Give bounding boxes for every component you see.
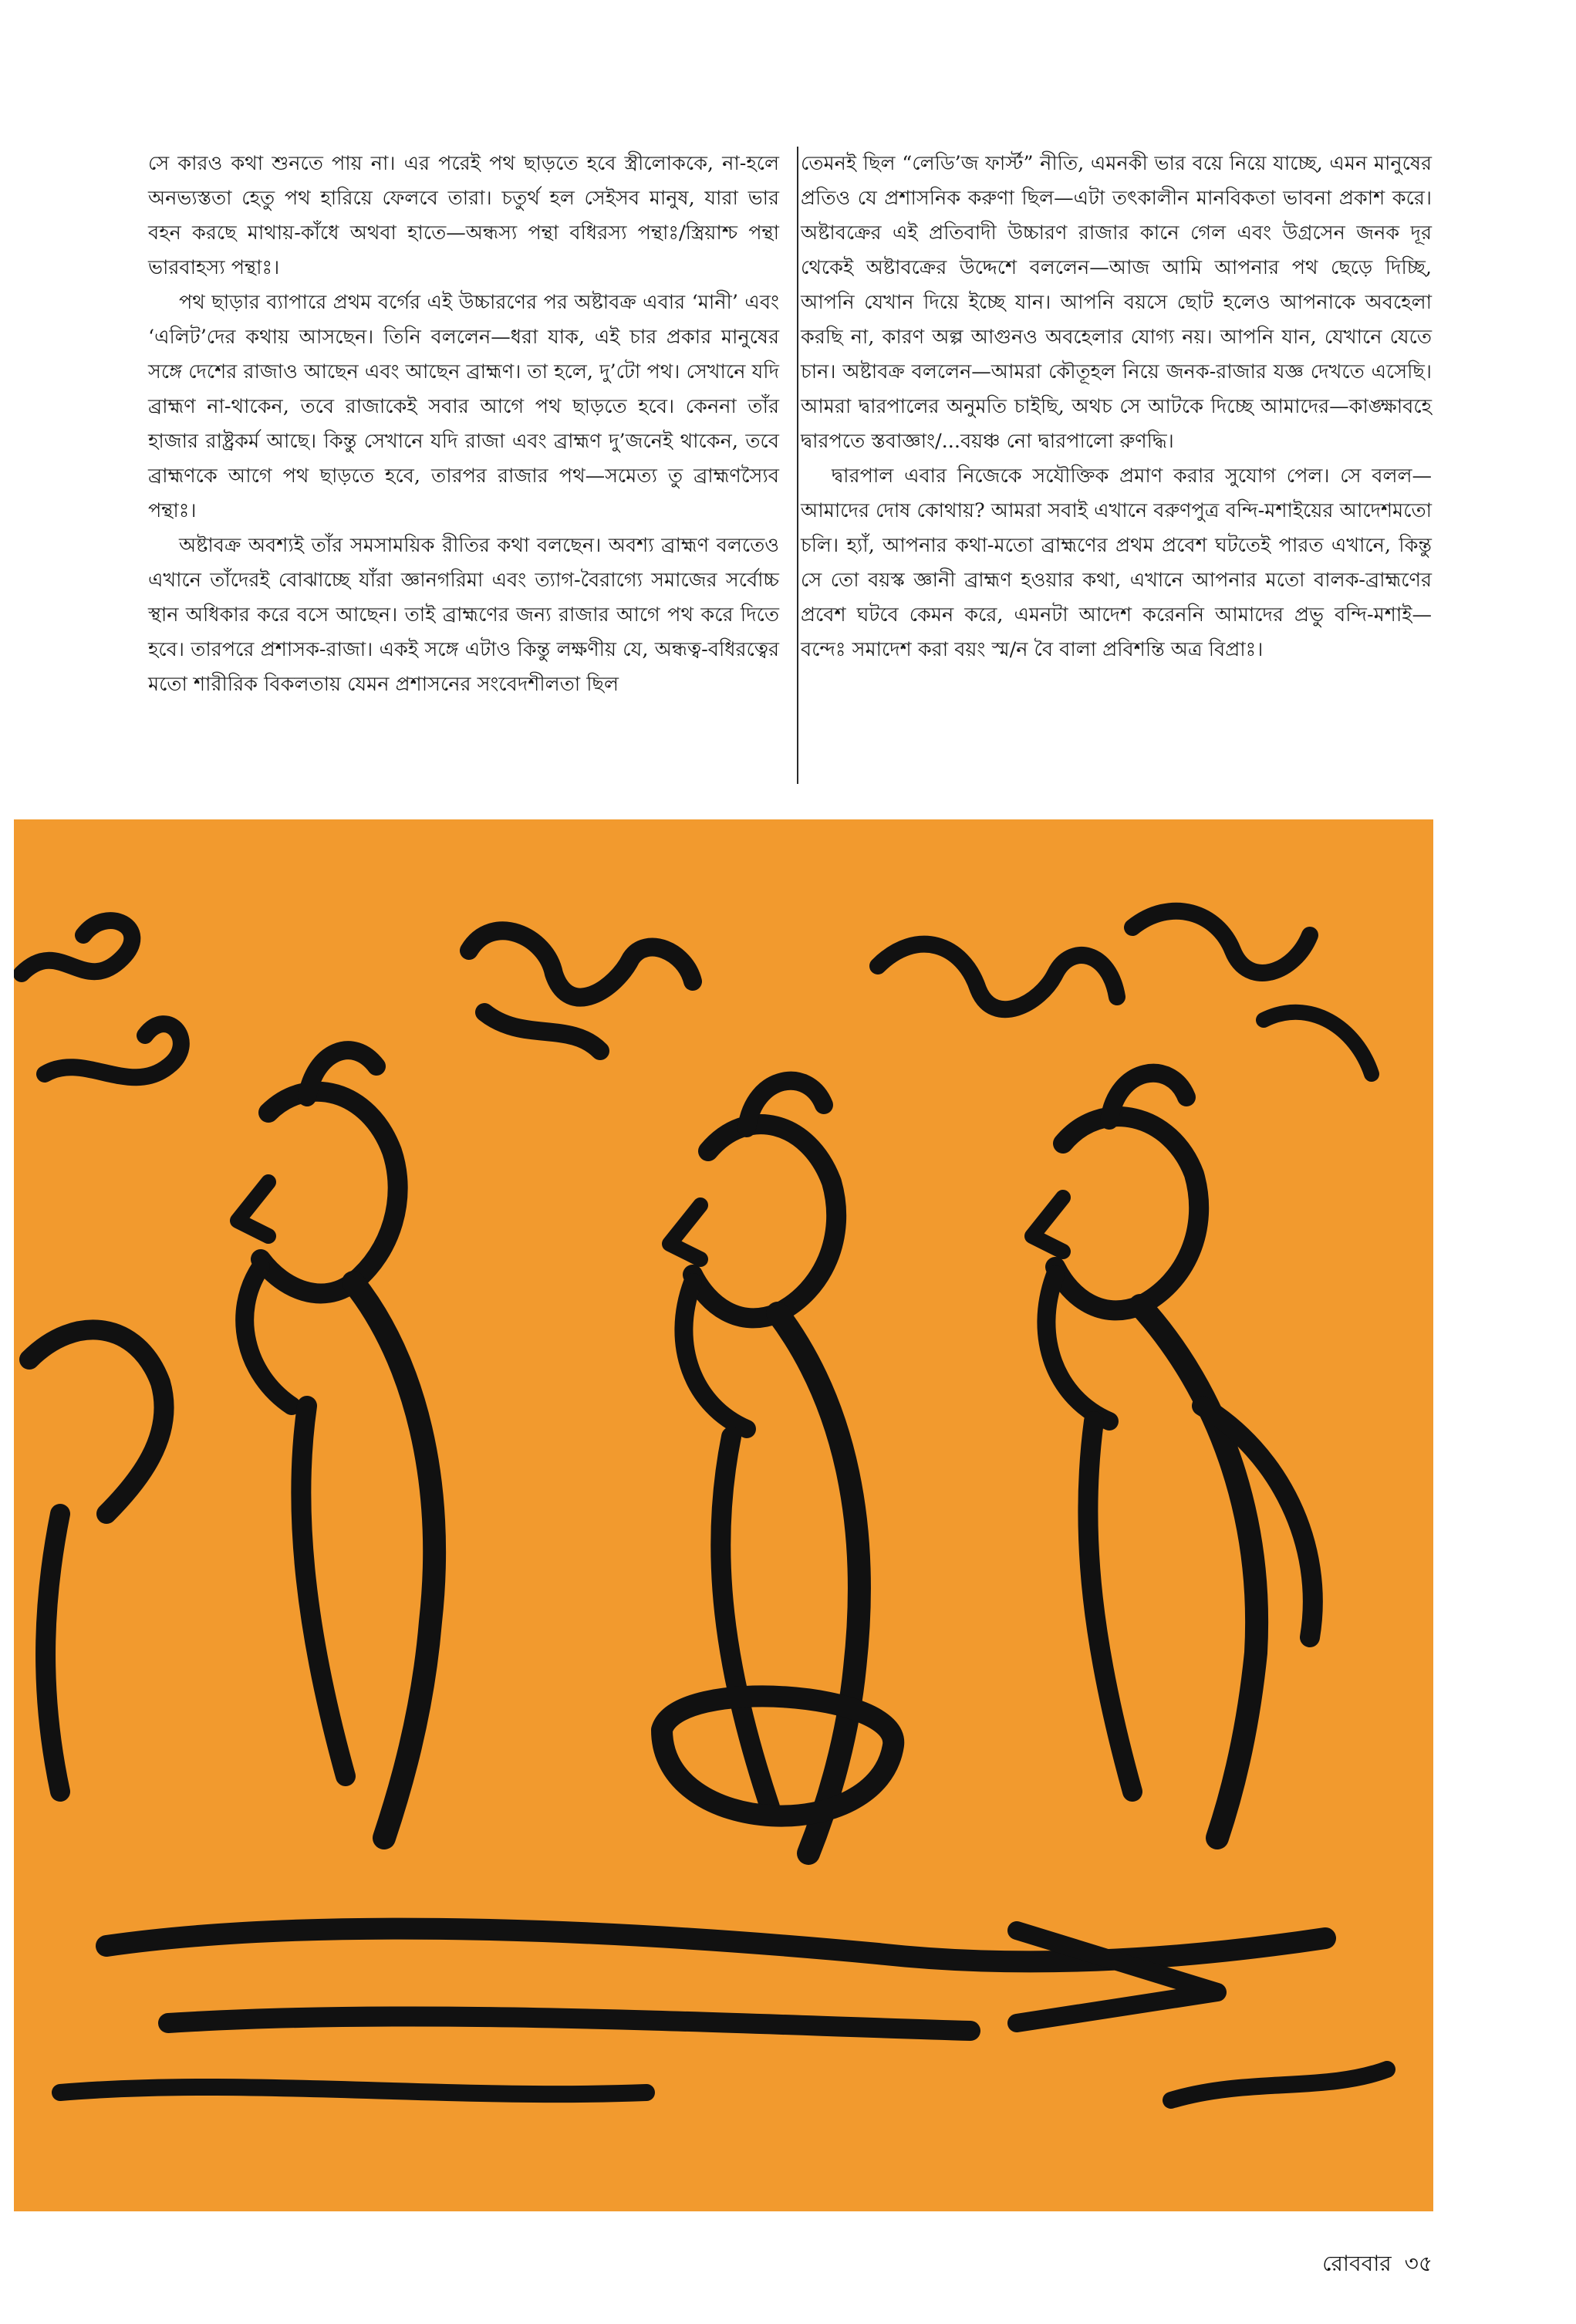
paragraph: তেমনই ছিল “লেডি’জ ফার্স্ট” নীতি, এমনকী ভার বয়ে নিয়ে যাচ্ছে, এমন মানুষের প্রতিও যে প্রশাসনিক করুণা ছিল—এটা তৎকালীন মানবিকতা ভাবনা প্রকাশ করে। অষ্টাবক্রের এই প্রতিবাদী উচ্চারণ রাজার কানে গেল এবং উগ্রসেন জনক দূর থেকেই অষ্টাবক্রের উদ্দেশে বললেন—আজ আমি আপনার পথ ছেড়ে দিচ্ছি, আপনি যেখান দিয়ে ইচ্ছে যান। আপনি বয়সে ছোট হলেও আপনাকে অবহেলা করছি না, কারণ অল্প আগুনও অবহেলার যোগ্য নয়। আপনি যান, যেখানে যেতে চান। অষ্টাবক্র বললেন—আমরা কৌতূহল নিয়ে জনক-রাজার যজ্ঞ দেখতে এসেছি। আমরা দ্বারপালের অনুমতি চাইছি, অথচ সে আটকে দিচ্ছে আমাদের—কাঙ্ক্ষাবহে দ্বারপতে স্তবাজ্ঞাং/...বয়ঞ্চ নো দ্বারপালো রুণদ্ধি। [801, 152, 1432, 453]
figure-one-robe-inner [301, 1406, 346, 1776]
figure-one-nose [238, 1182, 268, 1236]
paragraph: দ্বারপাল এবার নিজেকে সযৌক্তিক প্রমাণ করার সুযোগ পেল। সে বলল—আমাদের দোষ কোথায়? আমরা সবাই এখানে বরুণপুত্র বন্দি-মশাইয়ের আদেশমতো চলি। হ্যাঁ, আপনার কথা-মতো ব্রাহ্মণের প্রথম প্রবেশ ঘটতেই পারত এখানে, কিন্তু সে তো বয়স্ক জ্ঞানী ব্রাহ্মণ হওয়ার কথা, এখানে আপনার মতো বালক-ব্রাহ্মণের প্রবেশ ঘটবে কেমন করে, এমনটা আদেশ করেননি আমাদের প্রভু বন্দি-মশাই—বন্দেঃ সমাদেশ করা বয়ং স্ম/ন বৈ বালা প্রবিশন্তি অত্র বিপ্রাঃ। [801, 464, 1432, 661]
figure-two-head [693, 1124, 836, 1318]
ground-stroke [1171, 2069, 1387, 2100]
swirl-stroke [22, 920, 132, 974]
page-footer [1316, 2247, 1433, 2283]
figure-two-robe-inner [721, 1437, 770, 1807]
article-columns [148, 147, 1432, 787]
article-left-column [148, 147, 779, 787]
swirl-stroke [469, 931, 693, 997]
figure-two-pot [662, 1696, 893, 1816]
figure-three-robe-inner [1088, 1421, 1132, 1792]
swirl-stroke [878, 944, 1117, 1010]
figure-left-outline [29, 1329, 164, 1514]
swirl-stroke [1264, 1012, 1372, 1074]
swirl-stroke [484, 1012, 600, 1051]
brush-illustration [14, 819, 1433, 2211]
figure-one-head [261, 1092, 398, 1294]
article-right-column [801, 147, 1432, 787]
figure-three-nose [1032, 1197, 1063, 1252]
paragraph: সে কারও কথা শুনতে পায় না। এর পরেই পথ ছাড়তে হবে স্ত্রীলোককে, না-হলে অনভ্যস্ততা হেতু পথ হারিয়ে ফেলবে তারা। চতুর্থ হল সেইসব মানুষ, যারা ভার বহন করছে মাথায়-কাঁধে অথবা হাতে—অন্ধস্য পন্থা বধিরস্য পন্থাঃ/স্ত্রিয়াশ্চ পন্থা ভারবাহস্য পন্থাঃ। [148, 152, 779, 279]
swirl-stroke [45, 1024, 181, 1077]
magazine-name: রোববার [1322, 2251, 1392, 2276]
paragraph: পথ ছাড়ার ব্যাপারে প্রথম বর্গের এই উচ্চারণের পর অষ্টাবক্র এবার ‘মানী’ এবং ‘এলিট’দের কথায় আসছেন। তিনি বললেন—ধরা যাক, এই চার প্রকার মানুষের সঙ্গে দেশের রাজাও আছেন এবং আছেন ব্রাহ্মণ। তা হলে, দু’টো পথ। সেখানে যদি ব্রাহ্মণ না-থাকেন, তবে রাজাকেই সবার আগে পথ ছাড়তে হবে। কেননা তাঁর হাজার রাষ্ট্রকর্ম আছে। কিন্তু সেখানে যদি রাজা এবং ব্রাহ্মণ দু’জনেই থাকেন, তবে ব্রাহ্মণকে আগে পথ ছাড়তে হবে, তারপর রাজার পথ—সমেত্য তু ব্রাহ্মণস্যৈব পন্থাঃ। [148, 291, 779, 522]
page-number: ৩৫ [1404, 2251, 1433, 2276]
figure-three-robe [1140, 1306, 1257, 1838]
figure-left-robe [46, 1514, 60, 1792]
paragraph: অষ্টাবক্র অবশ্যই তাঁর সমসাময়িক রীতির কথা বলছেন। অবশ্য ব্রাহ্মণ বলতেও এখানে তাঁদেরই বোঝাচ্ছে যাঁরা জ্ঞানগরিমা এবং ত্যাগ-বৈরাগ্যে সমাজের সর্বোচ্চ স্থান অধিকার করে বসে আছেন। তাই ব্রাহ্মণের জন্য রাজার আগে পথ করে দিতে হবে। তারপরে প্রশাসক-রাজা। একই সঙ্গে এটাও কিন্তু লক্ষণীয় যে, অন্ধত্ব-বধিরত্বের মতো শারীরিক বিকলতায় যেমন প্রশাসনের সংবেদশীলতা ছিল [148, 534, 779, 696]
ground-stroke [168, 2016, 970, 2031]
three-figures-drawing [14, 819, 1433, 2211]
figure-three-head [1055, 1116, 1199, 1310]
figure-two-nose [670, 1205, 700, 1259]
ground-stroke [60, 2087, 646, 2094]
figure-one-robe [353, 1282, 434, 1838]
column-divider [797, 147, 798, 784]
figure-two-robe [778, 1313, 859, 1853]
ground-stroke [106, 1929, 1325, 1962]
swirl-stroke [1132, 911, 1310, 973]
